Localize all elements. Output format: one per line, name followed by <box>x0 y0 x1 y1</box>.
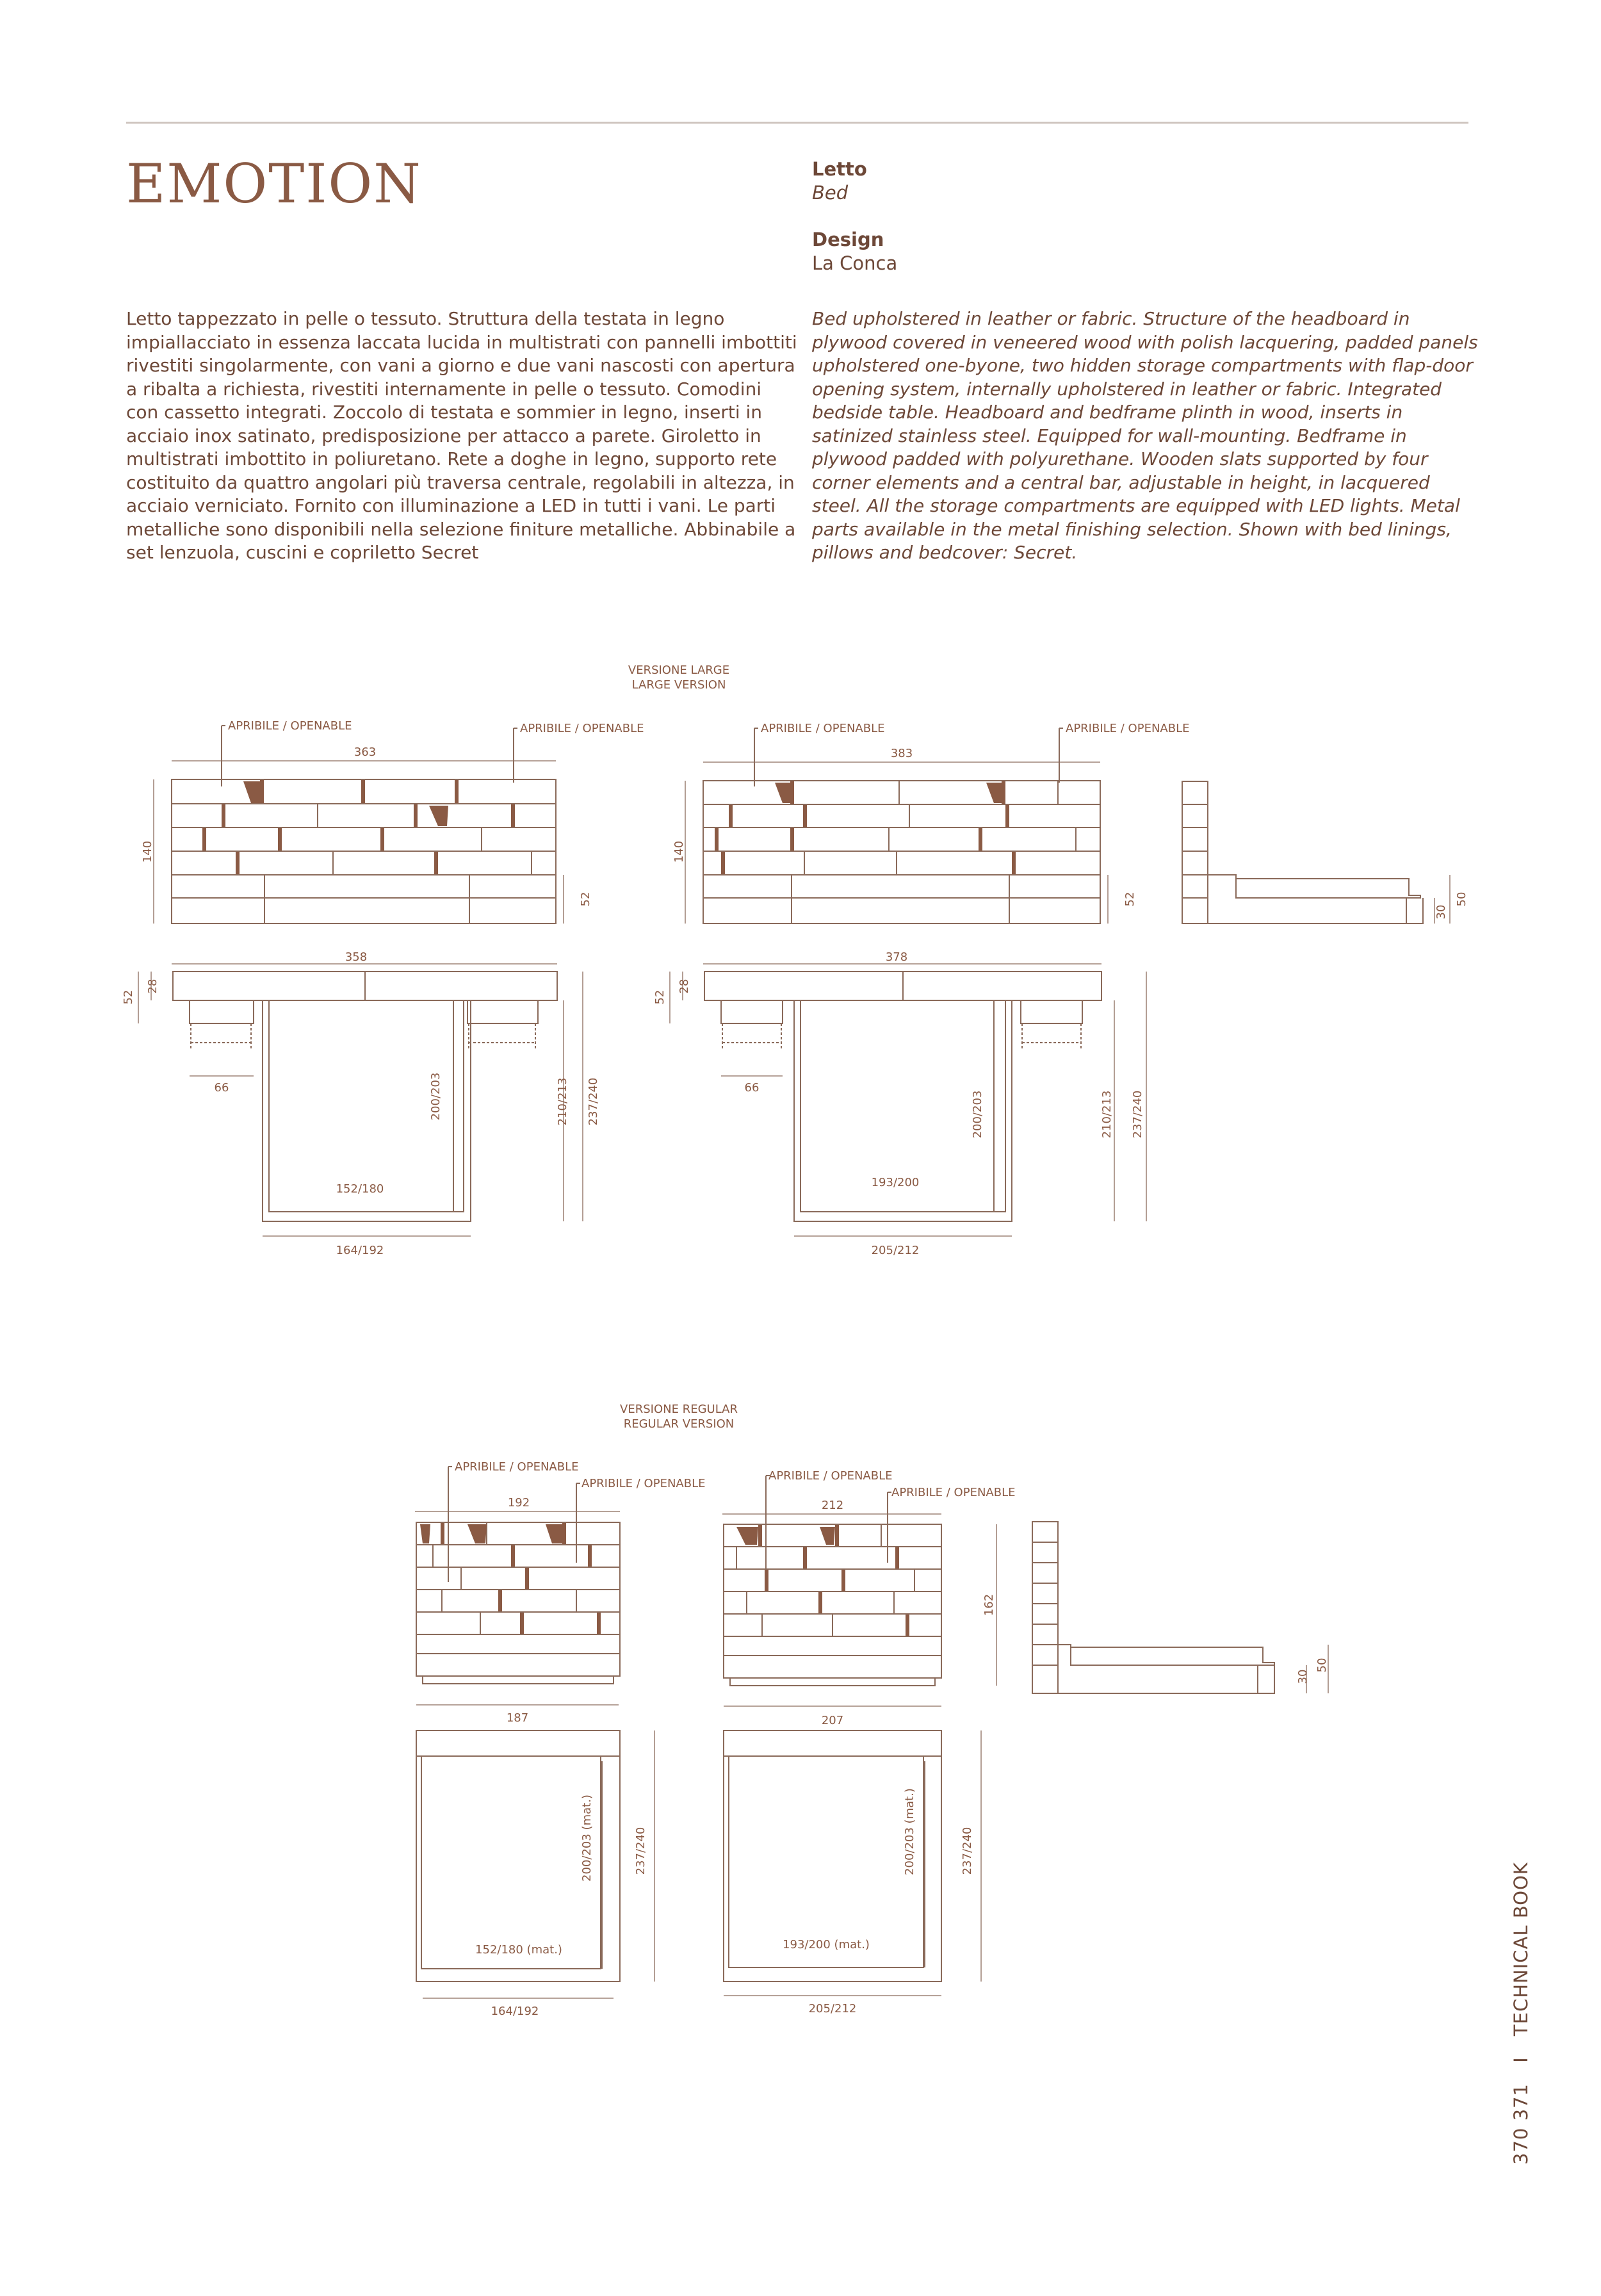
large-b-length-1: 210/213 <box>1100 1090 1114 1139</box>
design-label: Design <box>812 229 884 250</box>
regular-heading-it: VERSIONE REGULAR <box>620 1403 738 1416</box>
large-b-plan-view <box>670 964 1146 1236</box>
regular-side-height: 162 <box>982 1593 996 1616</box>
large-side-elevation <box>1182 781 1450 924</box>
large-b-total-width: 205/212 <box>871 1244 920 1257</box>
large-a-mattress-width: 152/180 <box>336 1182 384 1196</box>
regular-a-plan-view <box>416 1730 654 1998</box>
regular-b-openable-left: APRIBILE / OPENABLE <box>768 1469 893 1483</box>
large-side-h1: 30 <box>1434 904 1448 920</box>
regular-a-width: 192 <box>507 1496 530 1510</box>
regular-b-front-elevation <box>722 1476 996 1706</box>
large-a-length-1: 210/213 <box>556 1077 569 1126</box>
description-english: Bed upholstered in leather or fabric. Structure of the headboard in plywood covered in veneered wood with polish lacquering, padded panels upholstered one-byone, two hidden storage compartments with flap-door opening system, internally upholstered in leather or fabric. Integrated bedside table. Headboard and bedframe plinth in wood, inserts in satinized stainless steel. Equipped for wall-mounting. Bedframe in plywood padded with polyurethane. Wooden slats supported by four corner elements and a central bar, adjustable in height, in lacquered steel. All the storage compartments are equipped with LED lights. Metal parts available in the metal finishing selection. Shown with bed linings, pillows and bedcover: Secret. <box>812 308 1478 563</box>
large-a-total-width: 164/192 <box>336 1244 384 1257</box>
large-side-h2: 50 <box>1455 892 1468 907</box>
large-b-dim52: 52 <box>653 989 667 1005</box>
large-b-openable-right: APRIBILE / OPENABLE <box>1066 722 1190 735</box>
large-b-mattress-length: 200/203 <box>971 1090 984 1139</box>
large-a-length-2: 237/240 <box>587 1077 600 1126</box>
regular-a-openable-right: APRIBILE / OPENABLE <box>581 1477 706 1490</box>
regular-side-h2: 50 <box>1315 1657 1329 1673</box>
large-b-openable-left: APRIBILE / OPENABLE <box>761 722 885 735</box>
large-b-width: 383 <box>890 747 913 760</box>
large-a-plinth: 52 <box>579 892 592 907</box>
large-a-top-width: 358 <box>345 950 368 964</box>
regular-side-h1: 30 <box>1296 1669 1310 1684</box>
large-b-length-2: 237/240 <box>1131 1090 1144 1139</box>
large-b-dim28: 28 <box>678 979 691 994</box>
large-a-dim28: 28 <box>146 979 159 994</box>
large-b-height: 140 <box>672 840 686 863</box>
large-heading-it: VERSIONE LARGE <box>628 664 730 677</box>
large-a-nightstand: 66 <box>214 1081 229 1095</box>
regular-a-total-width: 164/192 <box>491 2005 539 2018</box>
category-label: Letto <box>812 158 867 180</box>
regular-a-mattress-width: 152/180 (mat.) <box>475 1943 562 1957</box>
page-numbers: 370 371 <box>1510 2083 1532 2165</box>
large-b-plinth: 52 <box>1123 892 1137 907</box>
product-title: EMOTION <box>126 152 422 215</box>
large-a-width: 363 <box>354 745 377 759</box>
large-b-mattress-width: 193/200 <box>871 1176 920 1189</box>
large-b-nightstand: 66 <box>744 1081 760 1095</box>
regular-b-total-width: 205/212 <box>808 2002 857 2015</box>
large-a-mattress-length: 200/203 <box>429 1072 443 1121</box>
regular-b-length: 237/240 <box>961 1827 974 1875</box>
designer-name: La Conca <box>812 252 898 274</box>
large-b-top-width: 378 <box>885 950 908 964</box>
description-italian: Letto tappezzato in pelle o tessuto. Struttura della testata in legno impiallacciato in essenza laccata lucida in multistrati con pannelli imbottiti rivestiti singolarmente, con vani a giorno e due vani nascosti con apertura a ribalta a richiesta, rivestiti internamente in pelle o tessuto. Comodini con cassetto integrati. Zoccolo di testata e sommier in legno, inserti in acciaio inox satinato, predisposizione per attacco a parete. Giroletto in multistrati imbottito in poliuretano. Rete a doghe in legno, supporto rete costituito da quattro angolari più traversa centrale, regolabili in altezza, in acciaio verniciato. Fornito con illuminazione a LED in tutti i vani. Le parti metalliche sono disponibili nella selezione finiture metalliche. Abbinabile a set lenzuola, cuscini e copriletto Secret <box>126 308 797 563</box>
large-a-height: 140 <box>141 840 154 863</box>
regular-a-wood-accents <box>420 1523 601 1634</box>
large-heading-en: LARGE VERSION <box>631 678 726 692</box>
regular-a-length: 237/240 <box>634 1827 647 1875</box>
book-title: TECHNICAL BOOK <box>1510 1862 1532 2037</box>
regular-b-bottom-width: 207 <box>821 1714 844 1727</box>
regular-a-openable-left: APRIBILE / OPENABLE <box>455 1460 579 1474</box>
sidebar-separator: I <box>1510 2056 1532 2063</box>
large-a-openable-left: APRIBILE / OPENABLE <box>228 719 352 733</box>
regular-a-mattress-length: 200/203 (mat.) <box>580 1795 594 1882</box>
large-a-dim52: 52 <box>122 989 135 1005</box>
regular-heading-en: REGULAR VERSION <box>623 1417 735 1431</box>
regular-side-elevation <box>1032 1522 1328 1693</box>
regular-a-bottom-width: 187 <box>506 1711 529 1725</box>
regular-b-plan-view <box>724 1730 981 1996</box>
category-label-en: Bed <box>812 182 849 204</box>
large-a-openable-right: APRIBILE / OPENABLE <box>520 722 644 735</box>
regular-b-mattress-length: 200/203 (mat.) <box>903 1788 916 1875</box>
regular-b-openable-right: APRIBILE / OPENABLE <box>891 1486 1016 1499</box>
regular-b-width: 212 <box>821 1499 844 1512</box>
regular-b-mattress-width: 193/200 (mat.) <box>783 1938 870 1951</box>
